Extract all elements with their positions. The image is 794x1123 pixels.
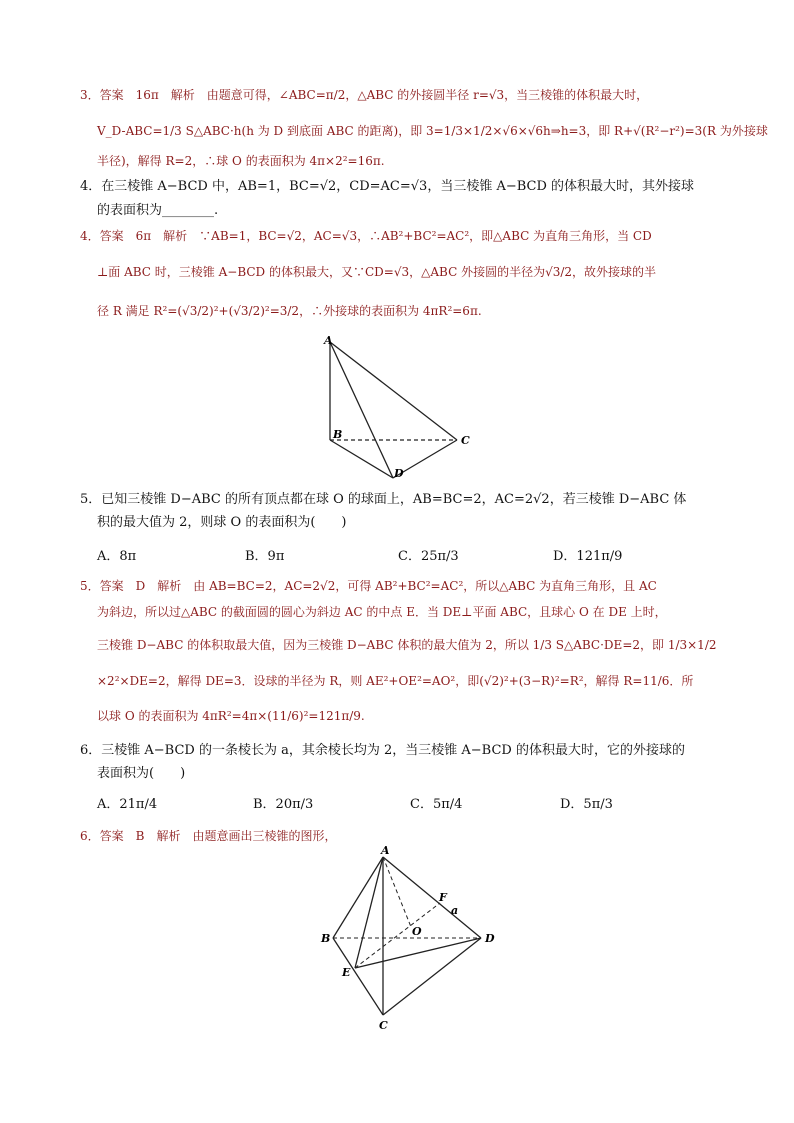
q3-answer-line-2: V_D-ABC=1/3 S△ABC·h(h 为 D 到底面 ABC 的距离)，即 3=1/3×1/2×√6×√6h⇒h=3，即 R+√(R²−r²)=3(R 为外接球 bbox=[97, 124, 768, 138]
q6-option-a: A．21π/4 bbox=[97, 797, 158, 812]
fig2-label-e: E bbox=[342, 966, 351, 979]
q4-answer-line-2: ⊥面 ABC 时，三棱锥 A−BCD 的体积最大，又∵CD=√3，△ABC 外接圆的半径为√3/2，故外接球的半 bbox=[97, 265, 657, 279]
q4-question-line-1: 4．在三棱锥 A−BCD 中，AB=1，BC=√2，CD=AC=√3，当三棱锥 A−BCD 的体积最大时，其外接球 bbox=[80, 179, 695, 194]
fig2-label-b: B bbox=[321, 932, 331, 945]
fig2-label-c: C bbox=[379, 1019, 388, 1032]
fig2-label-f: F bbox=[439, 891, 447, 904]
q6-question-line-1: 6．三棱锥 A−BCD 的一条棱长为 a，其余棱长均为 2，当三棱锥 A−BCD 的体积最大时，它的外接球的 bbox=[80, 743, 685, 758]
q4-answer-line-3: 径 R 满足 R²=(√3/2)²+(√3/2)²=3/2，∴外接球的表面积为 4πR²=6π. bbox=[97, 304, 482, 318]
q5-answer-line-3: 三棱锥 D−ABC 的体积取最大值，因为三棱锥 D−ABC 体积的最大值为 2，所以 1/3 S△ABC·DE=2，即 1/3×1/2 bbox=[97, 638, 717, 652]
tetrahedron-figure-2 bbox=[315, 843, 505, 1033]
q6-option-c: C．5π/4 bbox=[410, 797, 463, 812]
fig2-label-o: O bbox=[412, 925, 422, 938]
q5-answer-line-2: 为斜边，所以过△ABC 的截面圆的圆心为斜边 AC 的中点 E．当 DE⊥平面 ABC，且球心 O 在 DE 上时， bbox=[97, 605, 667, 619]
q5-answer-line-1: 5．答案 D 解析 由 AB=BC=2，AC=2√2，可得 AB²+BC²=AC²，所以△ABC 为直角三角形，且 AC bbox=[80, 579, 657, 593]
q3-answer-line-1: 3．答案 16π 解析 由题意可得，∠ABC=π/2，△ABC 的外接圆半径 r=√3，当三棱锥的体积最大时， bbox=[80, 88, 649, 102]
q5-question-line-2: 积的最大值为 2，则球 O 的表面积为( ) bbox=[97, 515, 347, 530]
q5-option-b: B．9π bbox=[245, 549, 285, 564]
fig1-label-a: A bbox=[324, 334, 333, 347]
fig1-label-b: B bbox=[333, 428, 343, 441]
q6-answer-line-1: 6．答案 B 解析 由题意画出三棱锥的图形， bbox=[80, 829, 337, 843]
q6-option-b: B．20π/3 bbox=[253, 797, 314, 812]
q4-answer-line-1: 4．答案 6π 解析 ∵AB=1，BC=√2，AC=√3，∴AB²+BC²=AC²，即△ABC 为直角三角形，当 CD bbox=[80, 229, 652, 243]
q4-question-line-2: 的表面积为________. bbox=[97, 203, 219, 218]
q6-question-line-2: 表面积为( ) bbox=[97, 766, 186, 781]
fig1-label-d: D bbox=[394, 467, 404, 480]
q5-option-a: A．8π bbox=[97, 549, 137, 564]
q5-answer-line-4: ×2²×DE=2，解得 DE=3．设球的半径为 R，则 AE²+OE²=AO²，即(√2)²+(3−R)²=R²，解得 R=11/6．所 bbox=[97, 674, 694, 688]
q5-option-c: C．25π/3 bbox=[398, 549, 459, 564]
fig2-label-a-edge: a bbox=[451, 904, 459, 917]
q5-answer-line-5: 以球 O 的表面积为 4πR²=4π×(11/6)²=121π/9. bbox=[97, 709, 365, 723]
tetrahedron-figure-1 bbox=[315, 332, 480, 487]
q3-answer-line-3: 半径)，解得 R=2，∴球 O 的表面积为 4π×2²=16π. bbox=[97, 154, 385, 168]
fig2-label-a: A bbox=[381, 844, 390, 857]
fig1-label-c: C bbox=[461, 434, 470, 447]
q5-question-line-1: 5．已知三棱锥 D−ABC 的所有顶点都在球 O 的球面上，AB=BC=2，AC=2√2，若三棱锥 D−ABC 体 bbox=[80, 492, 687, 507]
q6-option-d: D．5π/3 bbox=[560, 797, 613, 812]
fig2-label-d: D bbox=[485, 932, 495, 945]
q5-option-d: D．121π/9 bbox=[553, 549, 623, 564]
